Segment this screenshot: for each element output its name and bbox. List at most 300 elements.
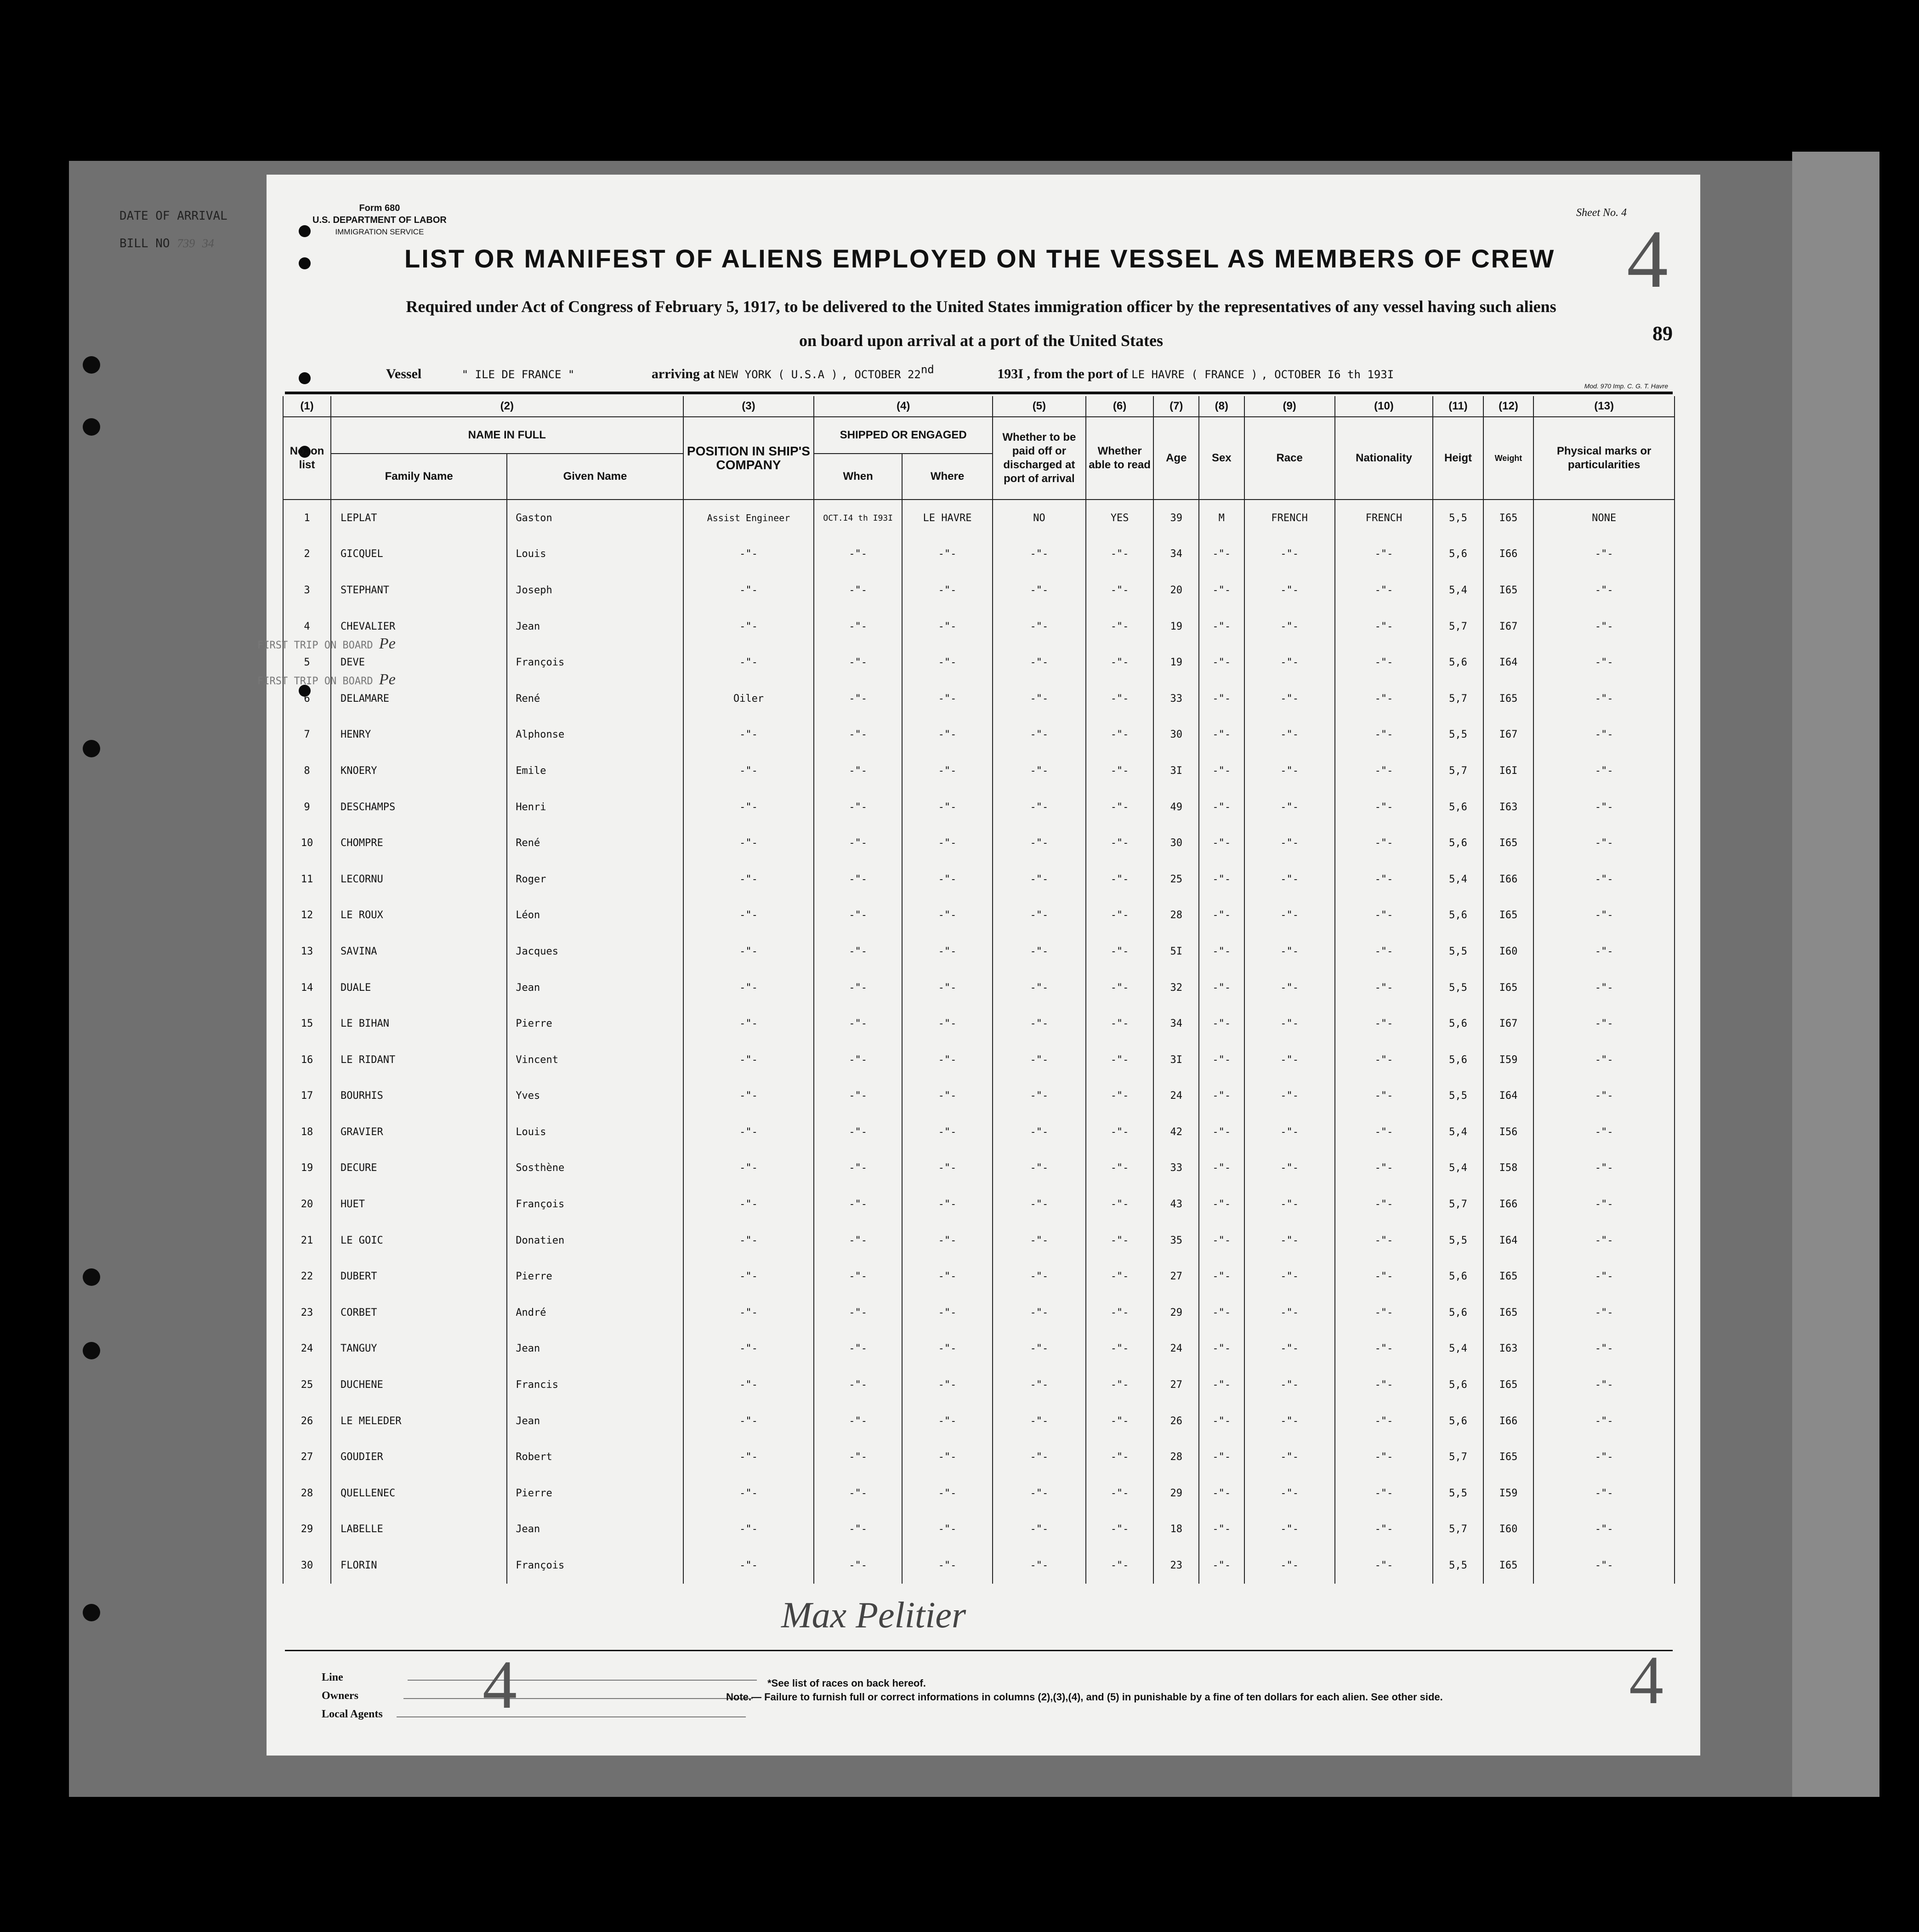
cell-where: -"- (902, 898, 993, 934)
cell-no: 28 (283, 1475, 331, 1512)
cell-sex: -"- (1199, 861, 1244, 898)
cell-where: -"- (902, 1439, 993, 1475)
cell-height: 5,6 (1433, 898, 1483, 934)
cell-nationality: -"- (1335, 717, 1433, 753)
cell-race: -"- (1244, 1295, 1335, 1331)
cell-marks: -"- (1533, 1295, 1675, 1331)
cell-marks: NONE (1533, 500, 1675, 536)
cell-weight: I65 (1483, 825, 1534, 861)
cell-weight: I65 (1483, 970, 1534, 1006)
cell-weight: I65 (1483, 1367, 1534, 1403)
cell-height: 5,5 (1433, 970, 1483, 1006)
cell-nationality: -"- (1335, 1295, 1433, 1331)
cell-nationality: -"- (1335, 1150, 1433, 1187)
cell-no: 3 (283, 572, 331, 608)
table-row (283, 1186, 1675, 1222)
cell-family: LE ROUX (331, 898, 507, 934)
cell-given: René (507, 825, 683, 861)
cell-height: 5,6 (1433, 1006, 1483, 1042)
cell-position: -"- (683, 1512, 814, 1548)
punch-hole (83, 1604, 100, 1621)
cell-weight: I64 (1483, 644, 1534, 681)
cell-weight: I59 (1483, 1475, 1534, 1512)
cell-when: -"- (814, 717, 902, 753)
cell-nationality: -"- (1335, 644, 1433, 681)
cell-nationality: -"- (1335, 1114, 1433, 1150)
cell-read: -"- (1086, 1150, 1154, 1187)
cell-height: 5,5 (1433, 1475, 1483, 1512)
departure-date: , OCTOBER I6 th 193I (1261, 368, 1394, 381)
table-row (283, 1475, 1675, 1512)
cell-family: STEPHANT (331, 572, 507, 608)
cell-height: 5,4 (1433, 572, 1483, 608)
table-row (283, 1042, 1675, 1078)
table-row (283, 717, 1675, 753)
cell-where: -"- (902, 753, 993, 789)
cell-position: -"- (683, 1295, 814, 1331)
cell-no: 12 (283, 898, 331, 934)
cell-no: 4 (283, 608, 331, 645)
col-given-name: Given Name (507, 454, 683, 500)
cell-marks: -"- (1533, 681, 1675, 717)
cell-read: -"- (1086, 861, 1154, 898)
cell-where: -"- (902, 572, 993, 608)
cell-height: 5,6 (1433, 789, 1483, 825)
cell-given: Jean (507, 970, 683, 1006)
cell-weight: I65 (1483, 1258, 1534, 1295)
cell-when: -"- (814, 1114, 902, 1150)
cell-weight: I6I (1483, 753, 1534, 789)
cell-height: 5,7 (1433, 1512, 1483, 1548)
cell-given: Henri (507, 789, 683, 825)
cell-race: -"- (1244, 572, 1335, 608)
table-row (283, 1295, 1675, 1331)
cell-no: 13 (283, 933, 331, 970)
col-6-number: (6) (1086, 396, 1154, 417)
cell-sex: -"- (1199, 681, 1244, 717)
first-trip-note: FIRST TRIP ON BOARD Pe (257, 635, 396, 652)
cell-paid: -"- (993, 753, 1086, 789)
cell-age: 5I (1153, 933, 1199, 970)
cell-family: DELAMARE (331, 681, 507, 717)
table-row (283, 1258, 1675, 1295)
cell-family: LE MELEDER (331, 1403, 507, 1439)
cell-sex: -"- (1199, 898, 1244, 934)
cell-where: -"- (902, 861, 993, 898)
cell-given: Jean (507, 608, 683, 645)
cell-race: -"- (1244, 970, 1335, 1006)
cell-family: QUELLENEC (331, 1475, 507, 1512)
col-10-number: (10) (1335, 396, 1433, 417)
punch-hole (299, 225, 311, 237)
cell-age: 24 (1153, 1078, 1199, 1114)
cell-sex: -"- (1199, 1006, 1244, 1042)
cell-weight: I66 (1483, 861, 1534, 898)
cell-no: 5 (283, 644, 331, 681)
cell-sex: -"- (1199, 933, 1244, 970)
cell-age: 28 (1153, 898, 1199, 934)
cell-paid: -"- (993, 1222, 1086, 1259)
cell-when: -"- (814, 789, 902, 825)
table-row (283, 933, 1675, 970)
cell-sex: -"- (1199, 1367, 1244, 1403)
cell-family: FLORIN (331, 1547, 507, 1584)
cell-position: -"- (683, 1258, 814, 1295)
cell-race: -"- (1244, 1150, 1335, 1187)
cell-given: Léon (507, 898, 683, 934)
cell-age: 23 (1153, 1547, 1199, 1584)
cell-family: KNOERY (331, 753, 507, 789)
cell-when: -"- (814, 1258, 902, 1295)
table-row (283, 644, 1675, 681)
cell-read: -"- (1086, 1222, 1154, 1259)
cell-position: Assist Engineer (683, 500, 814, 536)
cell-where: -"- (902, 536, 993, 573)
cell-race: -"- (1244, 825, 1335, 861)
cell-weight: I58 (1483, 1150, 1534, 1187)
vessel-line: Vessel " ILE DE FRANCE " arriving at NEW YORK ( U.S.A ) , OCTOBER 22nd 193I , from the port of LE HAVRE ( FRANCE ) , OCTOBER I6 th 193I (386, 363, 1394, 381)
cell-sex: -"- (1199, 970, 1244, 1006)
cell-position: -"- (683, 1114, 814, 1150)
departure-port: LE HAVRE ( FRANCE ) (1131, 368, 1258, 381)
cell-race: -"- (1244, 1258, 1335, 1295)
cell-age: 34 (1153, 1006, 1199, 1042)
cell-given: René (507, 681, 683, 717)
cell-paid: -"- (993, 1295, 1086, 1331)
cell-no: 11 (283, 861, 331, 898)
cell-weight: I66 (1483, 1403, 1534, 1439)
cell-paid: -"- (993, 1475, 1086, 1512)
cell-marks: -"- (1533, 1512, 1675, 1548)
cell-paid: -"- (993, 1547, 1086, 1584)
stub-bill-line: BILL NO 739 34 (119, 237, 214, 250)
cell-given: Roger (507, 861, 683, 898)
cell-nationality: -"- (1335, 861, 1433, 898)
cell-read: -"- (1086, 1367, 1154, 1403)
cell-weight: I66 (1483, 1186, 1534, 1222)
cell-height: 5,5 (1433, 1078, 1483, 1114)
cell-sex: -"- (1199, 1186, 1244, 1222)
punch-hole (83, 356, 100, 374)
cell-when: -"- (814, 644, 902, 681)
cell-read: -"- (1086, 898, 1154, 934)
cell-read: -"- (1086, 1547, 1154, 1584)
cell-nationality: -"- (1335, 1512, 1433, 1548)
cell-race: -"- (1244, 1403, 1335, 1439)
footer-fields (322, 1668, 757, 1723)
cell-family: LEPLAT (331, 500, 507, 536)
cell-read: -"- (1086, 1475, 1154, 1512)
cell-paid: -"- (993, 717, 1086, 753)
cell-height: 5,5 (1433, 933, 1483, 970)
cell-sex: -"- (1199, 717, 1244, 753)
cell-read: -"- (1086, 717, 1154, 753)
cell-age: 34 (1153, 536, 1199, 573)
cell-marks: -"- (1533, 572, 1675, 608)
col-physical-marks: Physical marks or particularities (1533, 417, 1675, 500)
cell-age: 20 (1153, 572, 1199, 608)
cell-given: Jacques (507, 933, 683, 970)
cell-height: 5,6 (1433, 644, 1483, 681)
cell-weight: I63 (1483, 1331, 1534, 1367)
cell-family: LE RIDANT (331, 1042, 507, 1078)
cell-family: GOUDIER (331, 1439, 507, 1475)
cell-sex: -"- (1199, 1331, 1244, 1367)
table-row (283, 681, 1675, 717)
cell-given: Pierre (507, 1475, 683, 1512)
cell-when: -"- (814, 1367, 902, 1403)
table-row (283, 1439, 1675, 1475)
cell-nationality: -"- (1335, 1078, 1433, 1114)
cell-position: -"- (683, 717, 814, 753)
cell-family: GRAVIER (331, 1114, 507, 1150)
cell-where: -"- (902, 717, 993, 753)
cell-given: Sosthène (507, 1150, 683, 1187)
cell-read: -"- (1086, 608, 1154, 645)
cell-given: Joseph (507, 572, 683, 608)
cell-nationality: -"- (1335, 898, 1433, 934)
cell-read: -"- (1086, 644, 1154, 681)
cell-height: 5,7 (1433, 1186, 1483, 1222)
cell-height: 5,6 (1433, 825, 1483, 861)
cell-position: -"- (683, 1331, 814, 1367)
cell-height: 5,6 (1433, 1258, 1483, 1295)
cell-where: -"- (902, 933, 993, 970)
cell-marks: -"- (1533, 1150, 1675, 1187)
cell-where: -"- (902, 1295, 993, 1331)
col-12-number: (12) (1483, 396, 1534, 417)
cell-read: -"- (1086, 933, 1154, 970)
cell-when: -"- (814, 1475, 902, 1512)
cell-paid: -"- (993, 536, 1086, 573)
col-no-on-list: No. on list (283, 417, 331, 500)
manifest-title: LIST OR MANIFEST OF ALIENS EMPLOYED ON THE VESSEL AS MEMBERS OF CREW (404, 244, 1556, 273)
cell-nationality: FRENCH (1335, 500, 1433, 536)
cell-position: Oiler (683, 681, 814, 717)
cell-no: 24 (283, 1331, 331, 1367)
page-number: 89 (1652, 322, 1673, 345)
cell-weight: I65 (1483, 681, 1534, 717)
cell-read: -"- (1086, 1512, 1154, 1548)
punch-hole (83, 1342, 100, 1359)
cell-read: YES (1086, 500, 1154, 536)
cell-paid: -"- (993, 608, 1086, 645)
cell-nationality: -"- (1335, 753, 1433, 789)
cell-weight: I59 (1483, 1042, 1534, 1078)
cell-marks: -"- (1533, 1331, 1675, 1367)
cell-marks: -"- (1533, 933, 1675, 970)
cell-given: Louis (507, 1114, 683, 1150)
cell-family: BOURHIS (331, 1078, 507, 1114)
cell-sex: -"- (1199, 1150, 1244, 1187)
table-row (283, 572, 1675, 608)
cell-given: Pierre (507, 1006, 683, 1042)
cell-paid: -"- (993, 644, 1086, 681)
cell-family: LE BIHAN (331, 1006, 507, 1042)
cell-weight: I64 (1483, 1078, 1534, 1114)
cell-position: -"- (683, 1367, 814, 1403)
cell-no: 2 (283, 536, 331, 573)
cell-no: 27 (283, 1439, 331, 1475)
cell-where: -"- (902, 1367, 993, 1403)
cell-race: -"- (1244, 898, 1335, 934)
cell-when: -"- (814, 1186, 902, 1222)
cell-marks: -"- (1533, 608, 1675, 645)
cell-nationality: -"- (1335, 572, 1433, 608)
cell-nationality: -"- (1335, 1475, 1433, 1512)
cell-read: -"- (1086, 789, 1154, 825)
cell-where: -"- (902, 644, 993, 681)
cell-where: -"- (902, 1258, 993, 1295)
cell-marks: -"- (1533, 1403, 1675, 1439)
cell-nationality: -"- (1335, 608, 1433, 645)
cell-when: -"- (814, 681, 902, 717)
cell-weight: I65 (1483, 1295, 1534, 1331)
cell-sex: -"- (1199, 1078, 1244, 1114)
cell-when: -"- (814, 1295, 902, 1331)
col-paid-off: Whether to be paid off or discharged at port of arrival (993, 417, 1086, 500)
table-row (283, 898, 1675, 934)
cell-paid: -"- (993, 681, 1086, 717)
punch-hole (299, 257, 311, 269)
cell-no: 22 (283, 1258, 331, 1295)
cell-given: Vincent (507, 1042, 683, 1078)
cell-marks: -"- (1533, 1367, 1675, 1403)
cell-sex: -"- (1199, 789, 1244, 825)
cell-sex: -"- (1199, 1547, 1244, 1584)
cell-where: -"- (902, 825, 993, 861)
cell-paid: -"- (993, 861, 1086, 898)
cell-where: -"- (902, 1403, 993, 1439)
cell-no: 19 (283, 1150, 331, 1187)
cell-no: 7 (283, 717, 331, 753)
cell-given: Donatien (507, 1222, 683, 1259)
cell-family: TANGUY (331, 1331, 507, 1367)
cell-position: -"- (683, 1547, 814, 1584)
arrival-date: , OCTOBER 22 (841, 368, 921, 381)
cell-height: 5,7 (1433, 753, 1483, 789)
cell-marks: -"- (1533, 825, 1675, 861)
cell-when: -"- (814, 1547, 902, 1584)
cell-age: 29 (1153, 1475, 1199, 1512)
cell-where: -"- (902, 1512, 993, 1548)
stub-bill-number: 739 (177, 237, 195, 250)
cell-sex: -"- (1199, 1295, 1244, 1331)
cell-paid: -"- (993, 1186, 1086, 1222)
stub-bill-suffix: 34 (202, 237, 214, 250)
form-modification-note: Mod. 970 Imp. C. G. T. Havre (1584, 382, 1668, 390)
backing-board-edge (1792, 152, 1879, 1797)
cell-height: 5,6 (1433, 1403, 1483, 1439)
cell-read: -"- (1086, 825, 1154, 861)
cell-paid: -"- (993, 1006, 1086, 1042)
table-row (283, 1222, 1675, 1259)
cell-weight: I67 (1483, 717, 1534, 753)
col-family-name: Family Name (331, 454, 507, 500)
cell-age: 32 (1153, 970, 1199, 1006)
cell-given: Jean (507, 1403, 683, 1439)
cell-position: -"- (683, 1186, 814, 1222)
cell-where: -"- (902, 1475, 993, 1512)
cell-race: -"- (1244, 789, 1335, 825)
cell-paid: -"- (993, 1078, 1086, 1114)
cell-paid: -"- (993, 789, 1086, 825)
cell-race: -"- (1244, 644, 1335, 681)
cell-age: 27 (1153, 1367, 1199, 1403)
col-7-number: (7) (1153, 396, 1199, 417)
crew-rows (283, 500, 1675, 1584)
cell-marks: -"- (1533, 789, 1675, 825)
cell-paid: -"- (993, 1403, 1086, 1439)
vessel-name: " ILE DE FRANCE " (461, 368, 575, 381)
table-row (283, 1367, 1675, 1403)
cell-where: -"- (902, 1006, 993, 1042)
cell-age: 3I (1153, 753, 1199, 789)
cell-family: DUALE (331, 970, 507, 1006)
cell-age: 39 (1153, 500, 1199, 536)
cell-where: -"- (902, 1078, 993, 1114)
cell-age: 24 (1153, 1331, 1199, 1367)
cell-no: 23 (283, 1295, 331, 1331)
cell-age: 19 (1153, 644, 1199, 681)
first-trip-note: FIRST TRIP ON BOARD Pe (257, 671, 396, 688)
cell-marks: -"- (1533, 1006, 1675, 1042)
cell-given: Louis (507, 536, 683, 573)
cell-position: -"- (683, 898, 814, 934)
cell-age: 43 (1153, 1186, 1199, 1222)
col-name-in-full: NAME IN FULL (331, 417, 683, 454)
cell-paid: -"- (993, 1114, 1086, 1150)
cell-nationality: -"- (1335, 1331, 1433, 1367)
cell-where: -"- (902, 608, 993, 645)
cell-family: SAVINA (331, 933, 507, 970)
cell-no: 30 (283, 1547, 331, 1584)
table-row (283, 1547, 1675, 1584)
cell-position: -"- (683, 1042, 814, 1078)
cell-race: -"- (1244, 861, 1335, 898)
cell-position: -"- (683, 1006, 814, 1042)
cell-family: DEVE (331, 644, 507, 681)
cell-read: -"- (1086, 753, 1154, 789)
cell-nationality: -"- (1335, 933, 1433, 970)
handwritten-sheet-number: 4 (1627, 213, 1668, 305)
cell-height: 5,6 (1433, 1042, 1483, 1078)
cell-nationality: -"- (1335, 1403, 1433, 1439)
cell-race: -"- (1244, 1512, 1335, 1548)
sheet-number: Sheet No. 4 (1576, 207, 1627, 219)
cell-height: 5,6 (1433, 1295, 1483, 1331)
cell-where: -"- (902, 1331, 993, 1367)
cell-age: 27 (1153, 1258, 1199, 1295)
cell-height: 5,5 (1433, 1222, 1483, 1259)
cell-age: 33 (1153, 1150, 1199, 1187)
cell-family: LE GOIC (331, 1222, 507, 1259)
cell-age: 42 (1153, 1114, 1199, 1150)
cell-nationality: -"- (1335, 1006, 1433, 1042)
cell-family: CHOMPRE (331, 825, 507, 861)
cell-sex: -"- (1199, 1114, 1244, 1150)
cell-where: -"- (902, 1042, 993, 1078)
cell-sex: -"- (1199, 1222, 1244, 1259)
cell-weight: I65 (1483, 572, 1534, 608)
cell-nationality: -"- (1335, 970, 1433, 1006)
cell-when: -"- (814, 861, 902, 898)
col-9-number: (9) (1244, 396, 1335, 417)
cell-where: -"- (902, 789, 993, 825)
cell-age: 49 (1153, 789, 1199, 825)
cell-marks: -"- (1533, 1547, 1675, 1584)
cell-read: -"- (1086, 970, 1154, 1006)
